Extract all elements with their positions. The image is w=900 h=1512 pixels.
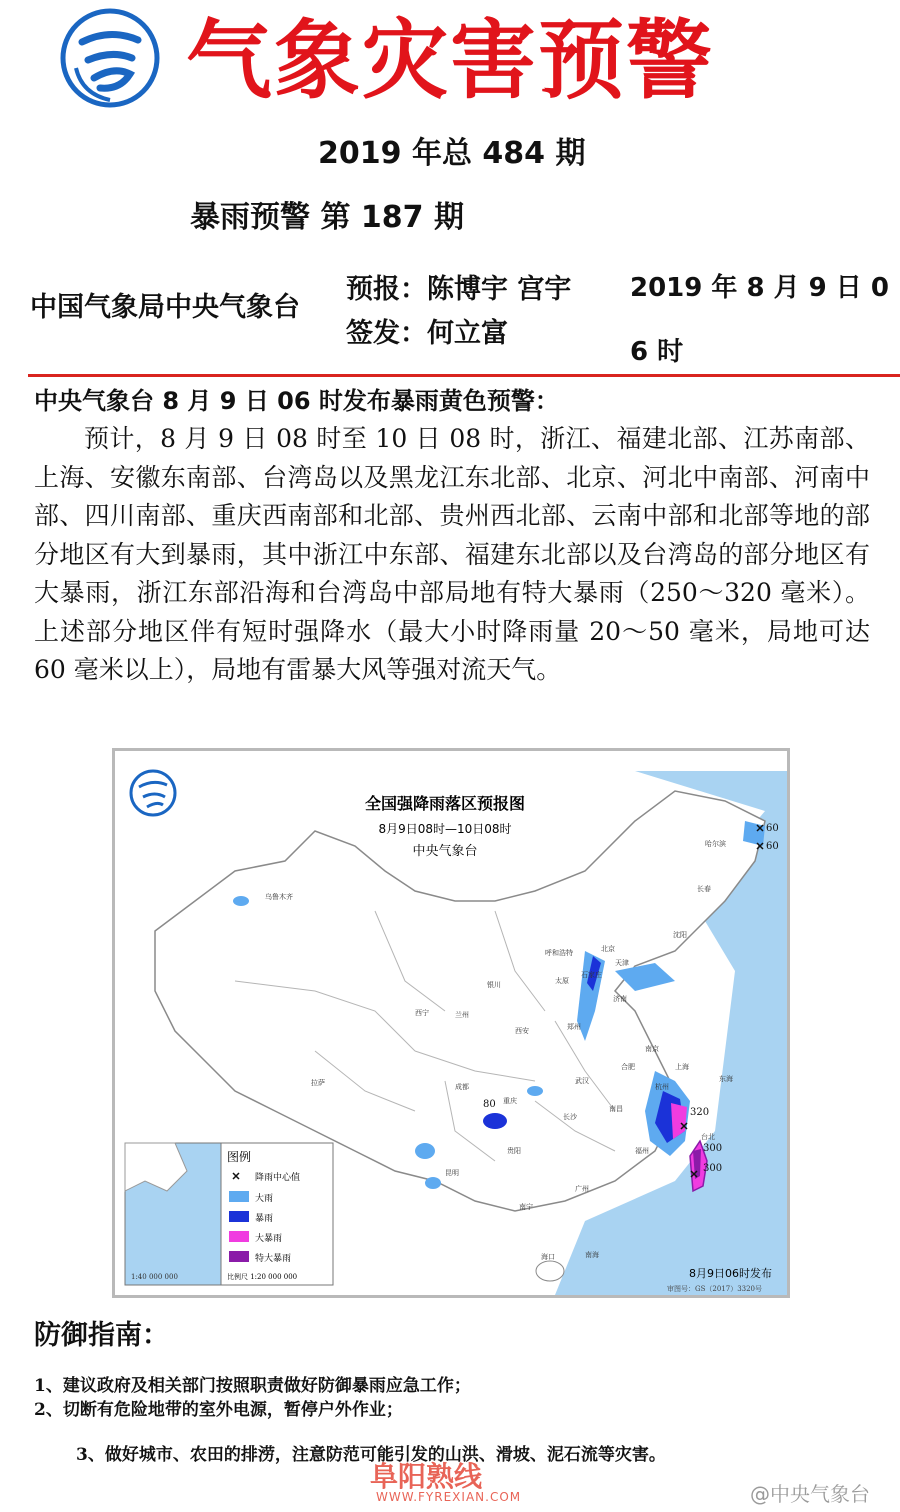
forecaster-line: 预报：陈博宇 宫宇 (346, 274, 572, 305)
place-label: 南京 (645, 1045, 659, 1053)
place-label: 哈尔滨 (705, 840, 726, 848)
chongqing-rainstorm-area (483, 1113, 507, 1129)
place-label: 重庆 (503, 1097, 517, 1105)
place-label: 长沙 (563, 1113, 577, 1121)
inset-scale: 1:40 000 000 (131, 1273, 178, 1281)
legend-label: 大暴雨 (255, 1234, 283, 1244)
legend-swatch-extreme-rainstorm (229, 1251, 249, 1262)
central-rain-area (527, 1086, 543, 1096)
legend-label: 特大暴雨 (255, 1254, 292, 1264)
defense-guide-item: 3、做好城市、农田的排涝，注意防范可能引发的山洪、滑坡、泥石流等灾害。 (76, 1445, 666, 1465)
defense-guide-item: 1、建议政府及相关部门按照职责做好防御暴雨应急工作； (34, 1376, 471, 1396)
warning-body-paragraph: 预计，8 月 9 日 08 时至 10 日 08 时，浙江、福建北部、江苏南部、上海、安徽东南部、台湾岛以及黑龙江东北部、北京、河北中南部、河南中部、四川南部、重庆西南部和北部、贵州西北部、云南中部和北部等地的部分地区有大到暴雨，其中浙江中东部、福建东北部以及台湾岛的部分地区有大暴雨，浙江东部沿海和台湾岛中部局地有特大暴雨（250～320 毫米）。上述部分地区伴有短时强降水（最大小时降雨量 20～50 毫米，局地可达 60 毫米以上），局地有雷暴大风等强对流天气。 (34, 424, 870, 684)
xinjiang-rain-area (233, 896, 249, 906)
agency-name: 中国气象局中央气象台 (30, 292, 300, 323)
place-label: 长春 (697, 885, 711, 893)
issue-time: 2019 年 8 月 9 日 06 时 (630, 273, 889, 367)
legend-swatch-heavy-rainstorm (229, 1231, 249, 1242)
weibo-watermark: @中央气象台 (750, 1482, 870, 1506)
map-period: 8月9日08时—10日08时 (378, 822, 512, 836)
place-label: 广州 (575, 1185, 589, 1193)
place-label: 沈阳 (673, 931, 687, 939)
place-label: 上海 (675, 1063, 689, 1071)
place-label: 杭州 (655, 1083, 669, 1091)
place-label: 南海 (585, 1251, 599, 1259)
map-release-time: 8月9日06时发布 (689, 1267, 772, 1280)
warning-number: 暴雨预警 第 187 期 (190, 200, 464, 235)
place-label: 东海 (719, 1075, 733, 1083)
place-label: 太原 (555, 977, 569, 985)
hainan-island (536, 1261, 564, 1281)
map-review-number: 审图号：GS（2017）3320号 (667, 1285, 763, 1293)
legend-swatch-rainstorm (229, 1211, 249, 1222)
place-label: 福州 (635, 1147, 649, 1155)
yunnan-rain-area-1 (415, 1143, 435, 1159)
defense-guide-item: 2、切断有危险地带的室外电源，暂停户外作业； (34, 1400, 403, 1420)
place-label: 西宁 (415, 1009, 429, 1017)
place-label: 济南 (613, 995, 627, 1003)
place-label: 北京 (601, 945, 615, 953)
place-label: 合肥 (621, 1063, 635, 1071)
place-label: 兰州 (455, 1011, 469, 1019)
rain-center-value: 60 (766, 823, 779, 834)
place-label: 银川 (487, 981, 501, 989)
place-label: 武汉 (575, 1077, 589, 1085)
map-legend (221, 1143, 333, 1285)
place-label: 拉萨 (311, 1079, 325, 1087)
map-issuer: 中央气象台 (412, 844, 478, 859)
legend-swatch-heavy-rain (229, 1191, 249, 1202)
rainfall-forecast-map (112, 748, 790, 1298)
rain-center-value: 300 (703, 1143, 723, 1154)
place-label: 西安 (515, 1027, 529, 1035)
header-divider (28, 374, 900, 377)
place-label: 成都 (455, 1083, 469, 1091)
rain-center-value: 320 (690, 1107, 710, 1118)
yunnan-rain-area-2 (425, 1177, 441, 1189)
map-title: 全国强降雨落区预报图 (364, 794, 526, 813)
cma-logo-icon (60, 8, 160, 108)
place-label: 海口 (541, 1253, 555, 1261)
place-label: 南昌 (609, 1105, 623, 1113)
issue-number: 2019 年总 484 期 (318, 136, 586, 171)
rain-center-value: 80 (483, 1099, 496, 1110)
south-china-sea-inset (125, 1143, 221, 1285)
rain-center-value: 60 (766, 841, 779, 852)
place-label: 昆明 (445, 1169, 459, 1177)
map-canvas (115, 751, 787, 1295)
place-label: 石家庄 (581, 971, 602, 979)
warning-headline: 中央气象台 8 月 9 日 06 时发布暴雨黄色预警： (34, 387, 559, 415)
legend-label: 大雨 (255, 1194, 274, 1204)
signer-line: 签发：何立富 (346, 318, 508, 349)
rain-center-value: 300 (703, 1163, 723, 1174)
site-watermark: 阜阳熟线 (370, 1460, 483, 1493)
place-label: 乌鲁木齐 (265, 893, 293, 901)
legend-title: 图例 (227, 1150, 252, 1164)
place-label: 贵阳 (507, 1147, 521, 1155)
site-watermark-url: WWW.FYREXIAN.COM (376, 1490, 522, 1504)
map-logo-icon (131, 771, 175, 815)
page-title: 气象灾害预警 (186, 10, 714, 111)
place-label: 天津 (615, 959, 629, 967)
place-label: 呼和浩特 (545, 949, 573, 957)
legend-label: 降雨中心值 (255, 1173, 301, 1183)
map-scale: 比例尺 1:20 000 000 (227, 1273, 298, 1281)
place-label: 郑州 (567, 1023, 581, 1031)
legend-label: 暴雨 (255, 1214, 274, 1224)
place-label: 南宁 (519, 1203, 533, 1211)
defense-guide-title: 防御指南： (34, 1320, 169, 1351)
place-label: 台北 (701, 1133, 715, 1141)
